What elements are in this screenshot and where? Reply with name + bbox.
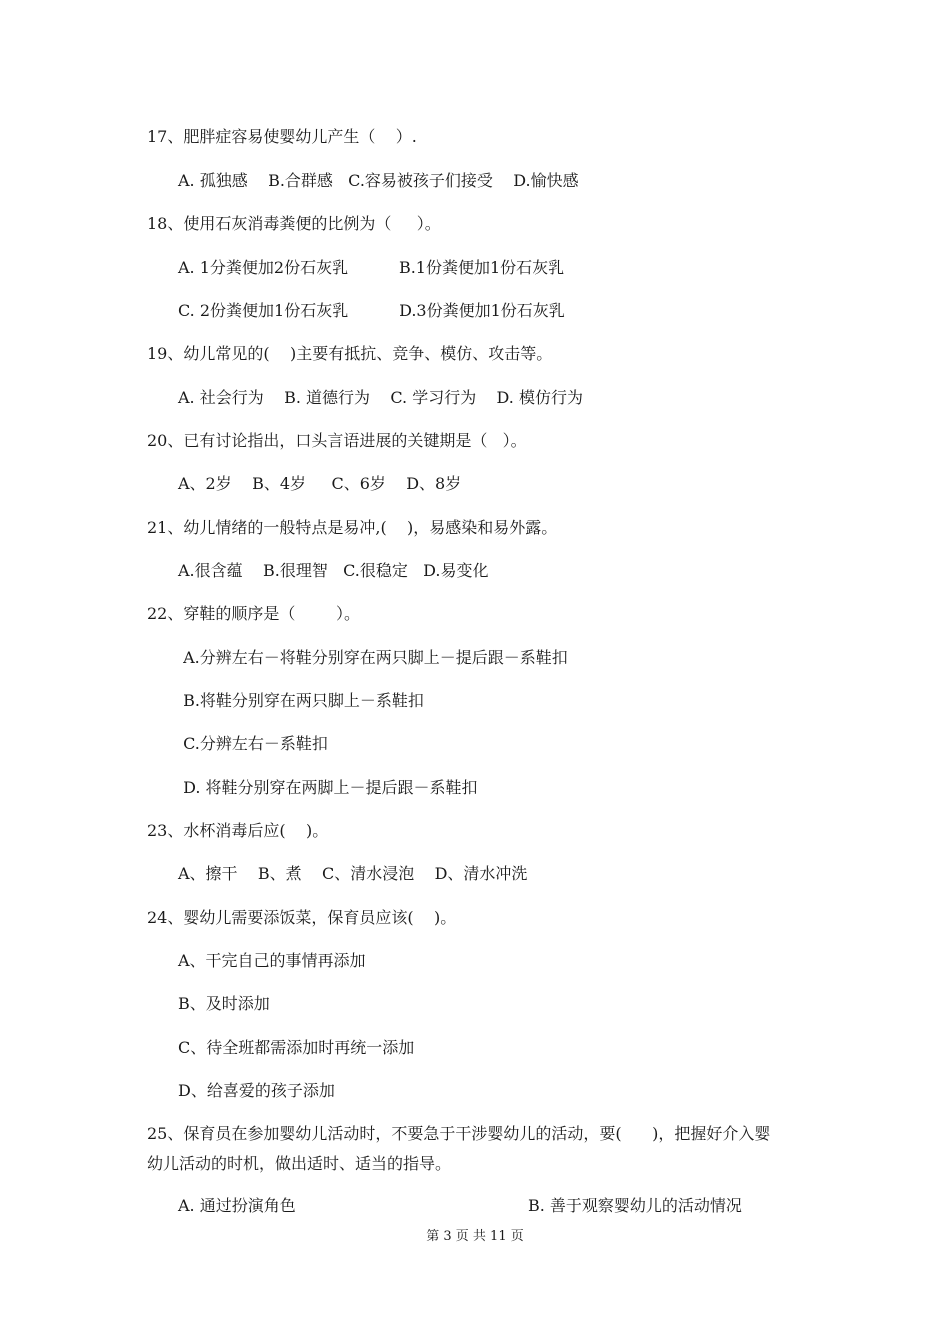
question-22-option-a: A.分辨左右－将鞋分别穿在两只脚上－提后跟－系鞋扣 [178,648,568,667]
question-19-stem: 19、幼儿常见的( )主要有抵抗、竞争、模仿、攻击等。 [147,344,553,363]
question-18-stem: 18、使用石灰消毒粪便的比例为（ ）。 [147,214,441,233]
question-20-options: A、2岁 B、4岁 C、6岁 D、8岁 [178,474,462,493]
question-24-option-c: C、待全班都需添加时再统一添加 [178,1038,415,1057]
question-18-options-row-2: C. 2份粪便加1份石灰乳 D.3份粪便加1份石灰乳 [178,301,565,320]
question-25-option-a: A. 通过扮演角色 [178,1196,296,1215]
question-22-stem: 22、穿鞋的顺序是（ ）。 [147,604,361,623]
question-23-stem: 23、水杯消毒后应( )。 [147,821,329,840]
question-25-stem-line-1: 25、保育员在参加婴幼儿活动时，不要急于干涉婴幼儿的活动，要( )，把握好介入婴 [147,1124,771,1143]
question-25-option-b: B. 善于观察婴幼儿的活动情况 [528,1196,742,1215]
question-21-options: A.很含蕴 B.很理智 C.很稳定 D.易变化 [178,561,489,580]
page-footer: 第 3 页 共 11 页 [426,1229,524,1244]
question-24-stem: 24、婴幼儿需要添饭菜，保育员应该( )。 [147,908,457,927]
question-22-option-d: D. 将鞋分别穿在两脚上－提后跟－系鞋扣 [178,778,478,797]
question-20-stem: 20、已有讨论指出，口头言语进展的关键期是（ ）。 [147,431,527,450]
question-22-option-c: C.分辨左右－系鞋扣 [178,734,328,753]
question-24-option-d: D、给喜爱的孩子添加 [178,1081,335,1100]
question-23-options: A、擦干 B、煮 C、清水浸泡 D、清水冲洗 [178,864,528,883]
question-24-option-a: A、干完自己的事情再添加 [178,951,366,970]
question-25-stem-line-2: 幼儿活动的时机，做出适时、适当的指导。 [147,1154,452,1173]
question-22-option-b: B.将鞋分别穿在两只脚上－系鞋扣 [178,691,424,710]
question-19-options: A. 社会行为 B. 道德行为 C. 学习行为 D. 模仿行为 [178,388,583,407]
question-21-stem: 21、幼儿情绪的一般特点是易冲,( )，易感染和易外露。 [147,518,558,537]
question-18-options-row-1: A. 1分粪便加2份石灰乳 B.1份粪便加1份石灰乳 [178,258,565,277]
question-17-options: A. 孤独感 B.合群感 C.容易被孩子们接受 D.愉快感 [178,171,579,190]
question-24-option-b: B、及时添加 [178,994,270,1013]
question-17-stem: 17、肥胖症容易使婴幼儿产生（ ）. [147,127,417,146]
